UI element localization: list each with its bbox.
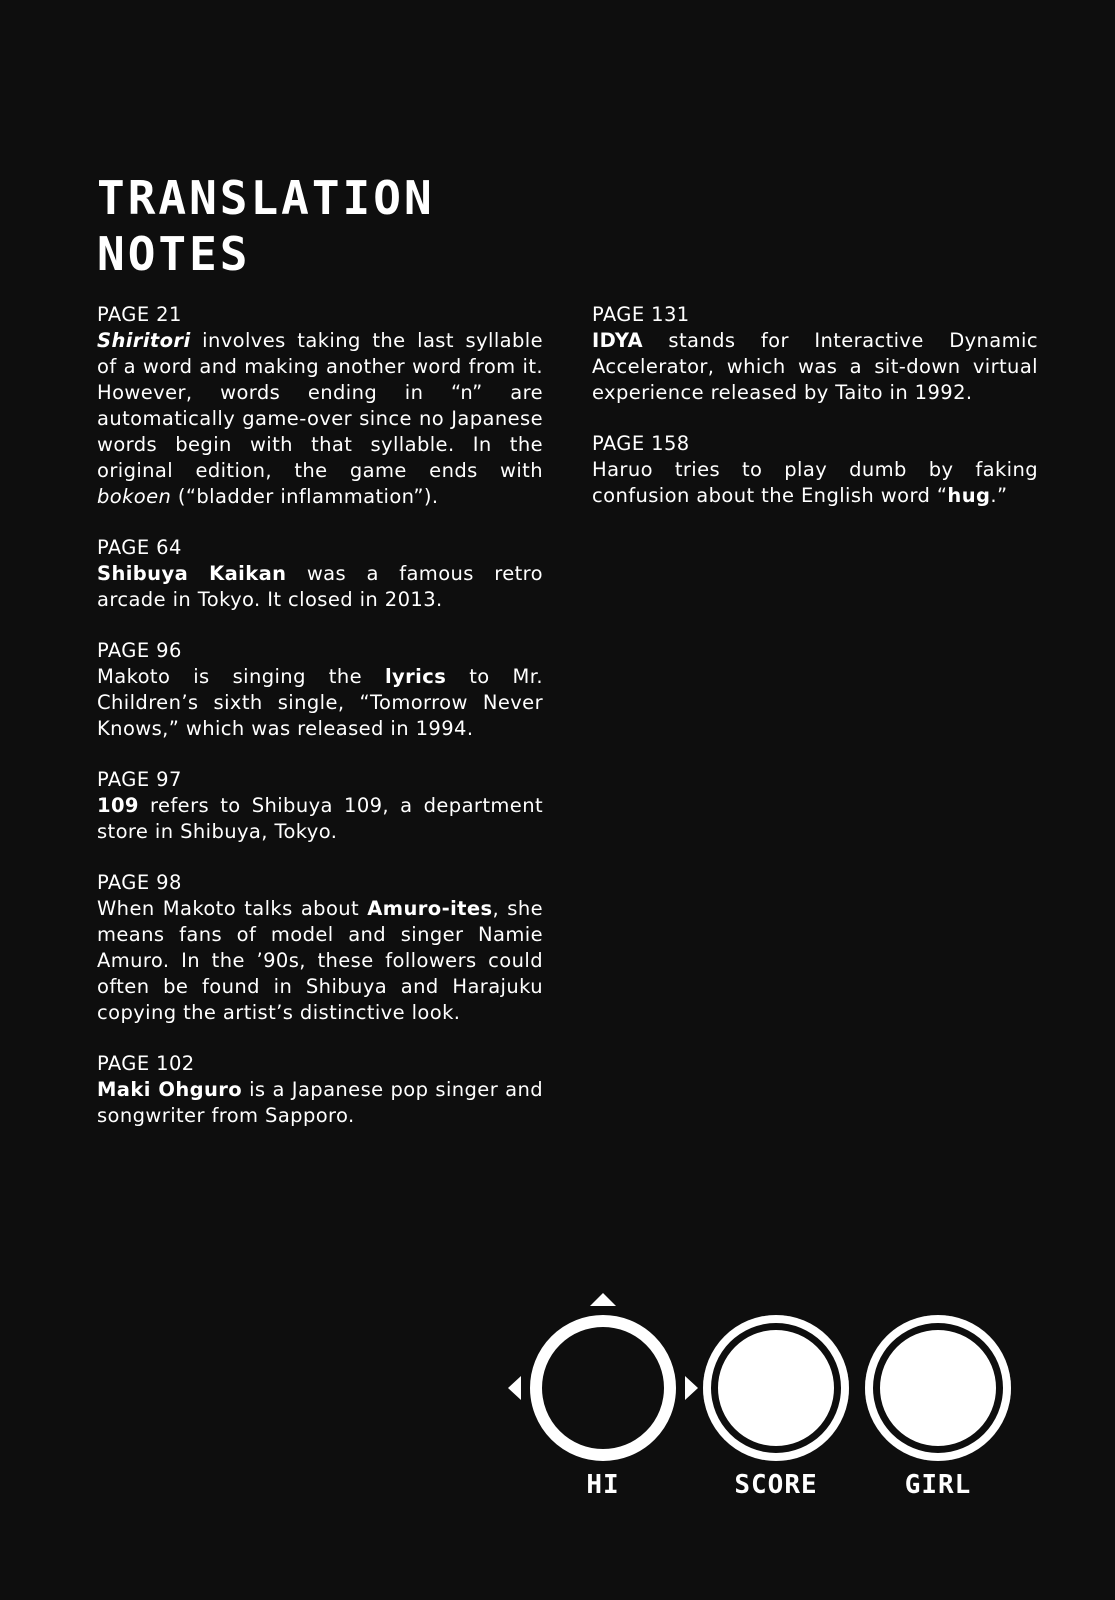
note-page-21 [97, 302, 543, 510]
button-girl-icon [865, 1315, 1011, 1461]
title-line-1: TRANSLATION [97, 171, 435, 225]
note-body: 109 refers to Shibuya 109, a department store in Shibuya, Tokyo. [97, 794, 543, 843]
label-score: SCORE [734, 1470, 818, 1500]
arrow-left-icon [508, 1376, 521, 1400]
note-page-131 [592, 302, 1038, 406]
label-girl: GIRL [904, 1470, 972, 1500]
note-term: Amuro-ites [367, 897, 493, 920]
note-body: Shiritori involves taking the last syllable of a word and making another word from it. However, words ending in “n” are automatically game-over since no Japanese words begin with that syllable. In the original edition, the game ends with bokoen (“bladder inflammation”). [97, 329, 543, 508]
note-page-102 [97, 1051, 543, 1129]
note-page-label: PAGE 64 [97, 536, 182, 559]
note-page-label: PAGE 97 [97, 768, 182, 791]
note-page-97 [97, 767, 543, 845]
title-line-2: NOTES [97, 227, 251, 281]
note-body: Haruo tries to play dumb by faking confusion about the English word “hug.” [592, 458, 1038, 507]
note-page-64 [97, 535, 543, 613]
button-score-icon [703, 1315, 849, 1461]
notes-left-column [97, 302, 543, 1154]
note-page-label: PAGE 102 [97, 1052, 195, 1075]
note-body: Maki Ohguro is a Japanese pop singer and songwriter from Sapporo. [97, 1078, 543, 1127]
arcade-controls-graphic [500, 1280, 1020, 1510]
note-page-label: PAGE 98 [97, 871, 182, 894]
note-page-label: PAGE 96 [97, 639, 182, 662]
note-body: Makoto is singing the lyrics to Mr. Children’s sixth single, “Tomorrow Never Knows,” which was released in 1994. [97, 665, 543, 740]
note-body: When Makoto talks about Amuro-ites, she means fans of model and singer Namie Amuro. In the ’90s, these followers could often be found in Shibuya and Harajuku copying the artist’s distinctive look. [97, 897, 543, 1024]
note-page-label: PAGE 131 [592, 303, 690, 326]
note-page-label: PAGE 158 [592, 432, 690, 455]
label-hi: HI [586, 1470, 620, 1500]
note-term: IDYA [592, 329, 643, 352]
note-page-98 [97, 870, 543, 1026]
note-body: IDYA stands for Interactive Dynamic Accelerator, which was a sit-down virtual experience released by Taito in 1992. [592, 329, 1038, 404]
page-title [97, 170, 557, 282]
note-term: bokoen [97, 485, 172, 508]
notes-right-column [592, 302, 1038, 534]
note-page-label: PAGE 21 [97, 303, 182, 326]
note-term: Maki Ohguro [97, 1078, 243, 1101]
note-term: Shiritori [97, 329, 191, 352]
note-body: Shibuya Kaikan was a famous retro arcade in Tokyo. It closed in 2013. [97, 562, 543, 611]
arrow-up-icon [590, 1293, 616, 1306]
note-term: lyrics [384, 665, 447, 688]
note-term: hug [947, 484, 991, 507]
note-page-158 [592, 431, 1038, 509]
note-term: 109 [97, 794, 139, 817]
joystick-ring-icon [530, 1315, 676, 1461]
note-term: Shibuya Kaikan [97, 562, 287, 585]
note-page-96 [97, 638, 543, 742]
arrow-right-icon [685, 1376, 698, 1400]
